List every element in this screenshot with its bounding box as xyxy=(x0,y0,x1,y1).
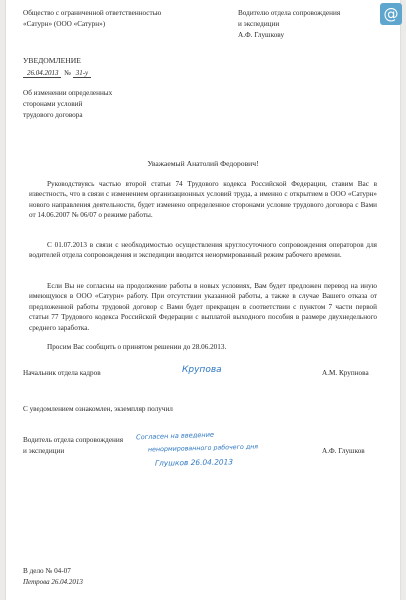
body-paragraph-4: Просим Вас сообщить о принятом решении до 28.06.2013. xyxy=(47,343,227,351)
file-note: В дело № 04-07 xyxy=(23,567,71,575)
logo-icon: @ xyxy=(380,3,402,25)
acknowledgement-text: С уведомлением ознакомлен, экземпляр получил xyxy=(23,405,173,413)
subject-line1: Об изменении определенных xyxy=(23,89,113,97)
org-name-line2: «Сатурн» (ООО «Сатурн») xyxy=(23,20,106,28)
driver-title-line2: и экспедиции xyxy=(23,447,65,455)
driver-title-line1: Водитель отдела сопровождения xyxy=(23,436,124,444)
greeting: Уважаемый Анатолий Федорович! xyxy=(147,159,259,168)
body-paragraph-3: Если Вы не согласны на продолжение работы в новых условиях, Вам будет предложен перевод на иную имеющуюся в ООО «Сатурн» работу. При отсутствии указанной работы, а также в случае Вашего отказа от предложенной работы трудовой договор с Вами будет прекращен в соответствии с пунктом 7 части первой статьи 77 Трудового кодекса Российской Федерации с выплатой выходного пособия в размере двухнедельного среднего заработка. xyxy=(29,282,377,332)
recipient-line2: и экспедиции xyxy=(238,20,280,28)
handwritten-consent-line1: Согласен на введение xyxy=(135,430,215,442)
body-paragraph-2: С 01.07.2013 в связи с необходимостью осуществления круглосуточного сопровождения операторов для водителей отдела сопровождения и экспедиции вводится ненормированный режим рабочего времени. xyxy=(29,241,377,260)
handwritten-consent-line3: Глушков 26.04.2013 xyxy=(154,457,234,468)
hr-title: Начальник отдела кадров xyxy=(23,369,101,377)
body-paragraph-1: Руководствуясь частью второй статьи 74 Трудового кодекса Российской Федерации, ставим Вас в известность, что в связи с изменением организационных условий труда, а именно с открытием в ООО «Сатурн» нового направления деятельности, будет изменено определенное сторонами условие трудового договора с Вами от 14.06.2007 № 06/07 о режиме работы. xyxy=(29,180,377,220)
subject-line3: трудового договора xyxy=(23,111,83,119)
hr-name: А.М. Крупнова xyxy=(322,369,369,377)
notice-date-number xyxy=(23,68,91,78)
recipient-line1: Водителю отдела сопровождения xyxy=(238,9,341,17)
recipient-line3: А.Ф. Глушкову xyxy=(238,31,285,39)
hr-signature: Крупова xyxy=(182,365,222,375)
document-page xyxy=(6,0,400,600)
subject-line2: сторонами условий xyxy=(23,100,83,108)
notice-title: УВЕДОМЛЕНИЕ xyxy=(23,56,81,65)
org-name-line1: Общество с ограниченной ответственностью xyxy=(23,9,162,17)
handwritten-consent-line2: ненормированного рабочего дня xyxy=(147,443,259,454)
notice-number-prefix: № xyxy=(64,69,71,77)
notice-date: 26.04.2013 xyxy=(23,69,61,78)
clerk-note: Петрова 26.04.2013 xyxy=(23,578,83,586)
notice-number: 31-у xyxy=(73,69,91,78)
driver-name: А.Ф. Глушков xyxy=(322,447,365,455)
